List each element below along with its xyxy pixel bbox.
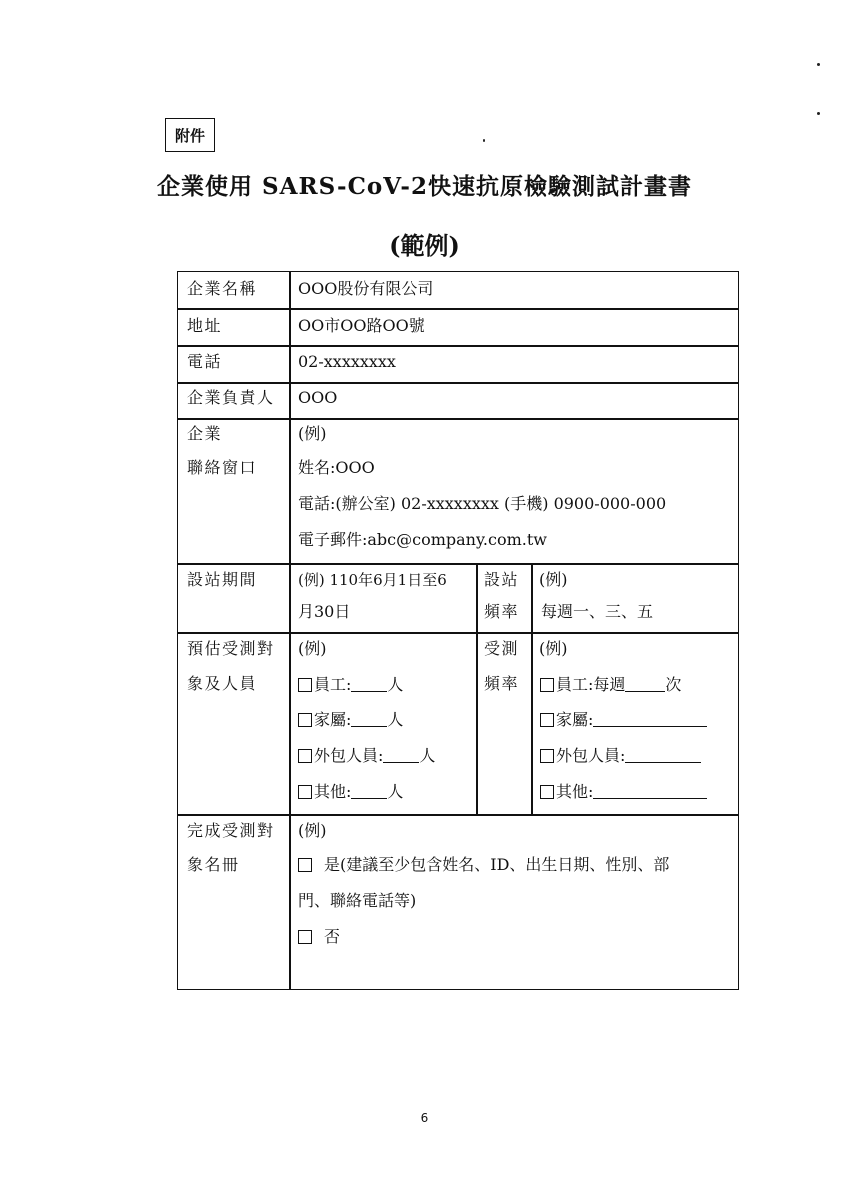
freq-family-checkbox[interactable] xyxy=(540,713,554,727)
row-divider xyxy=(178,345,738,347)
station-frequency-value: 每週一、三、五 xyxy=(541,602,654,621)
freq-family xyxy=(540,710,707,730)
roster-yes-line2: 門、聯絡電話等) xyxy=(298,891,417,910)
freq-employees-label: 員工:每週 xyxy=(556,675,626,694)
contact-name: 姓名:OOO xyxy=(298,458,375,477)
plan-form-table xyxy=(177,271,739,990)
others-count-blank[interactable] xyxy=(351,783,387,799)
scan-speck xyxy=(483,139,485,142)
roster-yes-line1: 是(建議至少包含姓名、ID、出生日期、性別、部 xyxy=(324,855,670,874)
subject-employees xyxy=(298,675,403,695)
contractors-count-blank[interactable] xyxy=(383,747,419,763)
owner-label: 企業負責人 xyxy=(187,388,275,407)
roster-label-line2: 象名冊 xyxy=(187,855,240,874)
subjects-label-line1: 預估受測對 xyxy=(187,639,275,658)
freq-contractors-checkbox[interactable] xyxy=(540,749,554,763)
station-period-line2: 月30日 xyxy=(298,602,351,621)
subject-contractors xyxy=(298,746,435,766)
test-frequency-example: (例) xyxy=(539,639,568,658)
others-label: 其他: xyxy=(314,782,352,801)
freq-others-blank[interactable] xyxy=(593,783,707,799)
station-frequency-label-line2: 頻率 xyxy=(484,602,520,621)
family-count-blank[interactable] xyxy=(351,711,387,727)
roster-no-label: 否 xyxy=(324,927,341,946)
contractors-checkbox[interactable] xyxy=(298,749,312,763)
page-number: 6 xyxy=(420,1111,429,1125)
station-frequency-example: (例) xyxy=(539,570,568,589)
row-divider xyxy=(178,308,738,310)
freq-family-blank[interactable] xyxy=(593,711,707,727)
contact-phone: 電話:(辦公室) 02-xxxxxxxx (手機) 0900-000-000 xyxy=(298,494,667,513)
station-period-label: 設站期間 xyxy=(187,570,258,589)
freq-employees-blank[interactable] xyxy=(625,676,665,692)
contact-label-line1: 企業 xyxy=(187,424,223,443)
subjects-example: (例) xyxy=(298,639,327,658)
test-frequency-label-line1: 受測 xyxy=(484,639,520,658)
contact-example: (例) xyxy=(298,424,327,443)
roster-label-line1: 完成受測對 xyxy=(187,821,275,840)
column-divider xyxy=(531,563,533,814)
company-name-value: OOO股份有限公司 xyxy=(298,279,434,298)
roster-yes-option xyxy=(298,855,669,875)
test-frequency-label-line2: 頻率 xyxy=(484,674,520,693)
roster-yes-checkbox[interactable] xyxy=(298,858,312,872)
others-checkbox[interactable] xyxy=(298,785,312,799)
freq-others xyxy=(540,782,707,802)
document-subtitle: (範例) xyxy=(389,231,460,260)
contractors-label: 外包人員: xyxy=(314,746,384,765)
owner-value: OOO xyxy=(298,388,338,407)
freq-employees-unit: 次 xyxy=(665,675,682,694)
column-divider xyxy=(289,272,291,989)
station-frequency-label-line1: 設站 xyxy=(484,570,520,589)
freq-family-label: 家屬: xyxy=(556,710,594,729)
phone-value: 02-xxxxxxxx xyxy=(298,352,396,371)
company-name-label: 企業名稱 xyxy=(187,279,258,298)
others-unit: 人 xyxy=(387,782,404,801)
address-label: 地址 xyxy=(187,316,223,335)
column-divider xyxy=(476,563,478,814)
row-divider xyxy=(178,563,738,565)
family-checkbox[interactable] xyxy=(298,713,312,727)
freq-contractors-label: 外包人員: xyxy=(556,746,626,765)
row-divider xyxy=(178,418,738,420)
row-divider xyxy=(178,382,738,384)
scan-speck xyxy=(817,112,820,115)
subjects-label-line2: 象及人員 xyxy=(187,674,258,693)
freq-others-label: 其他: xyxy=(556,782,594,801)
roster-no-option xyxy=(298,927,340,947)
employees-checkbox[interactable] xyxy=(298,678,312,692)
subject-others xyxy=(298,782,403,802)
family-label: 家屬: xyxy=(314,710,352,729)
row-divider xyxy=(178,814,738,816)
roster-no-checkbox[interactable] xyxy=(298,930,312,944)
freq-employees-checkbox[interactable] xyxy=(540,678,554,692)
attachment-label: 附件 xyxy=(165,118,215,152)
freq-contractors-blank[interactable] xyxy=(625,747,701,763)
scan-speck xyxy=(817,63,820,66)
subject-family xyxy=(298,710,403,730)
employees-count-blank[interactable] xyxy=(351,676,387,692)
contact-email: 電子郵件:abc@company.com.tw xyxy=(298,530,547,549)
family-unit: 人 xyxy=(387,710,404,729)
freq-employees xyxy=(540,675,681,695)
employees-label: 員工: xyxy=(314,675,352,694)
contact-label-line2: 聯絡窗口 xyxy=(187,458,258,477)
freq-others-checkbox[interactable] xyxy=(540,785,554,799)
address-value: OO市OO路OO號 xyxy=(298,316,425,335)
row-divider xyxy=(178,632,738,634)
freq-contractors xyxy=(540,746,701,766)
contractors-unit: 人 xyxy=(419,746,436,765)
document-title: 企業使用 SARS-CoV-2快速抗原檢驗測試計畫書 xyxy=(157,173,692,200)
roster-example: (例) xyxy=(298,821,327,840)
employees-unit: 人 xyxy=(387,675,404,694)
station-period-line1: (例) 110年6月1日至6 xyxy=(298,571,447,589)
phone-label: 電話 xyxy=(187,352,223,371)
